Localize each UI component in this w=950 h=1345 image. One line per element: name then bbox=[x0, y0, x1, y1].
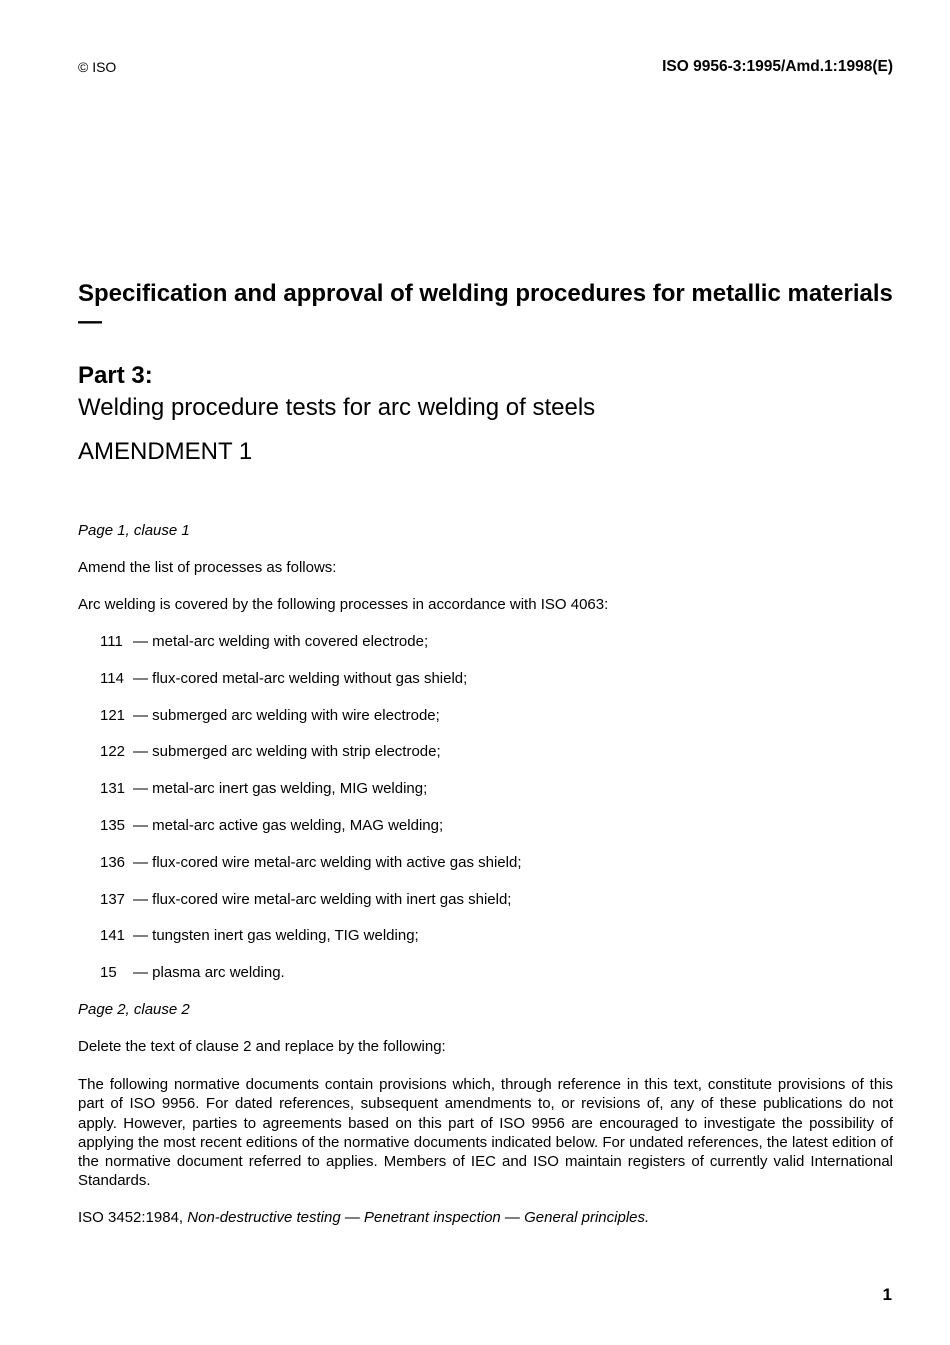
processes-intro: Arc welding is covered by the following processes in accordance with ISO 4063: bbox=[78, 596, 609, 613]
process-code: 141 bbox=[100, 927, 126, 945]
amendment-label: AMENDMENT 1 bbox=[78, 438, 253, 465]
process-description: — submerged arc welding with strip electrode; bbox=[133, 743, 441, 761]
process-item bbox=[78, 817, 893, 835]
process-description: — flux-cored wire metal-arc welding with inert gas shield; bbox=[133, 890, 512, 908]
process-item bbox=[78, 743, 893, 761]
copyright-notice: © ISO bbox=[78, 59, 117, 75]
part-label: Part 3: bbox=[78, 362, 153, 389]
process-description: — plasma arc welding. bbox=[133, 964, 285, 982]
clause-reference-2: Page 2, clause 2 bbox=[78, 1001, 190, 1019]
process-code: 114 bbox=[100, 669, 124, 687]
process-item bbox=[78, 633, 893, 651]
process-item bbox=[78, 891, 893, 909]
process-description: — flux-cored metal-arc welding without gas shield; bbox=[133, 669, 468, 687]
process-code: 131 bbox=[100, 780, 126, 798]
process-code: 137 bbox=[100, 890, 126, 908]
process-list bbox=[78, 633, 893, 982]
reference-title: Non-destructive testing — Penetrant inspection — General principles. bbox=[187, 1209, 650, 1227]
process-description: — tungsten inert gas welding, TIG welding; bbox=[133, 927, 419, 945]
process-item bbox=[78, 670, 893, 688]
page-number: 1 bbox=[882, 1285, 892, 1304]
clause-reference-1: Page 1, clause 1 bbox=[78, 522, 190, 539]
process-code: 15 bbox=[100, 964, 117, 982]
normative-references-paragraph: The following normative documents contain provisions which, through reference in this text, constitute provisions of this part of ISO 9956. For dated references, subsequent amendments to, or revisions of, any of these publications do not apply. However, parties to agreements based on this part of ISO 9956 are encouraged to investigate the possibility of applying the most recent editions of the normative documents indicated below. For undated references, the latest edition of the normative document referred to applies. Members of IEC and ISO maintain registers of currently valid International Standards. bbox=[78, 1076, 893, 1190]
process-code: 136 bbox=[100, 853, 126, 871]
process-code: 135 bbox=[100, 816, 126, 834]
process-code: 111 bbox=[100, 633, 123, 650]
process-item bbox=[78, 964, 893, 982]
process-item bbox=[78, 707, 893, 725]
document-body bbox=[78, 280, 893, 1227]
process-description: — flux-cored wire metal-arc welding with active gas shield; bbox=[133, 853, 522, 871]
amend-instruction: Amend the list of processes as follows: bbox=[78, 559, 337, 576]
document-title: Specification and approval of welding procedures for metallic materials — bbox=[78, 280, 893, 335]
process-code: 122 bbox=[100, 743, 126, 761]
normative-reference-entry bbox=[78, 1209, 893, 1227]
reference-code: ISO 3452:1984, bbox=[78, 1209, 184, 1227]
standard-identifier: ISO 9956-3:1995/Amd.1:1998(E) bbox=[662, 58, 893, 75]
process-description: — submerged arc welding with wire electrode; bbox=[133, 706, 440, 724]
process-code: 121 bbox=[100, 706, 126, 724]
process-item bbox=[78, 927, 893, 945]
replace-instruction: Delete the text of clause 2 and replace by the following: bbox=[78, 1038, 446, 1056]
process-description: — metal-arc active gas welding, MAG welding; bbox=[133, 816, 444, 834]
process-description: — metal-arc inert gas welding, MIG welding; bbox=[133, 780, 428, 798]
part-subtitle: Welding procedure tests for arc welding of steels bbox=[78, 394, 596, 421]
process-description: — metal-arc welding with covered electrode; bbox=[133, 633, 429, 650]
process-item bbox=[78, 780, 893, 798]
process-item bbox=[78, 854, 893, 872]
